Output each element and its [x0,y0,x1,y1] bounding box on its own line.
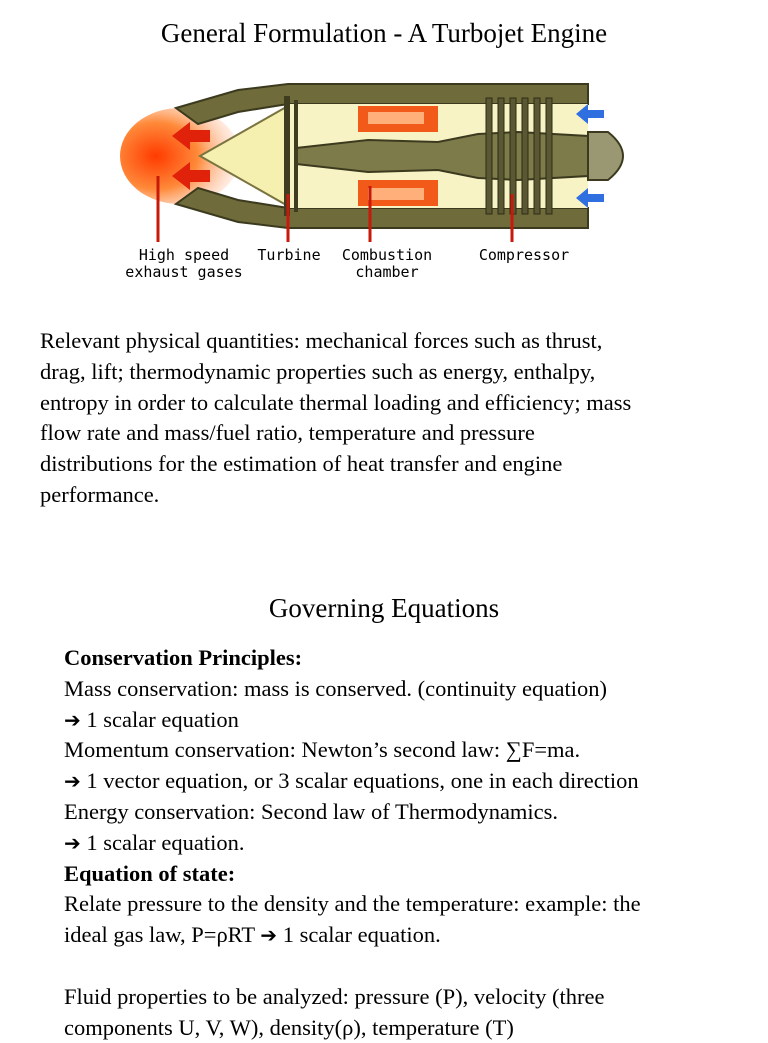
fluid-properties-line-2: components U, V, W), density(ρ), temperature (T) [64,1014,514,1040]
right-arrow-icon: ➔ [64,830,81,855]
label-turbine: Turbine [257,246,321,264]
nose-cone [588,132,623,180]
intro-line: distributions for the estimation of heat transfer and engine [40,451,563,477]
energy-conservation-line: Energy conservation: Second law of Thermodynamics. [64,798,559,824]
state-result-text: 1 scalar equation. [277,922,441,948]
intro-line: flow rate and mass/fuel ratio, temperature and pressure [40,420,535,446]
state-line-2-text: ideal gas law, P=ρRT [64,922,255,948]
state-heading: Equation of state: [64,860,236,886]
momentum-result-line [64,766,764,797]
right-arrow-icon: ➔ [64,769,81,794]
right-arrow-icon: ➔ [260,923,278,948]
intro-line: drag, lift; thermodynamic properties such as energy, enthalpy, [40,358,596,384]
governing-equations-body [64,643,764,1043]
conservation-heading: Conservation Principles: [64,645,303,670]
fluid-properties-line-1: Fluid properties to be analyzed: pressure (P), velocity (three [64,983,605,1009]
label-exhaust-line2: exhaust gases [125,263,243,281]
mass-result-text: 1 scalar equation [80,706,239,732]
label-combustion-line1: Combustion [341,246,433,264]
intro-line: entropy in order to calculate thermal loading and efficiency; mass [40,389,632,415]
intro-paragraph [40,326,740,511]
intro-line: Relevant physical quantities: mechanical forces such as thrust, [40,328,603,353]
turbojet-engine-illustration [118,76,640,296]
turbojet-diagram [118,76,640,296]
intro-line: performance. [40,481,160,507]
mass-result-line [64,705,764,736]
label-compressor: Compressor [478,246,570,264]
page-title: General Formulation - A Turbojet Engine [160,18,608,48]
energy-result-line [64,828,764,859]
energy-result-text: 1 scalar equation. [80,829,245,855]
state-line-1: Relate pressure to the density and the temperature: example: the [64,891,641,917]
section-title: Governing Equations [268,593,500,623]
label-exhaust-line1: High speed [138,246,230,264]
momentum-conservation-line: Momentum conservation: Newton’s second law: ∑F=ma. [64,737,581,763]
mass-conservation-line: Mass conservation: mass is conserved. (continuity equation) [64,675,608,701]
label-combustion-line2: chamber [355,263,419,281]
spacer [64,951,764,982]
right-arrow-icon: ➔ [64,707,81,732]
state-line-2 [64,920,764,951]
momentum-result-text: 1 vector equation, or 3 scalar equations, one in each direction [80,768,639,794]
